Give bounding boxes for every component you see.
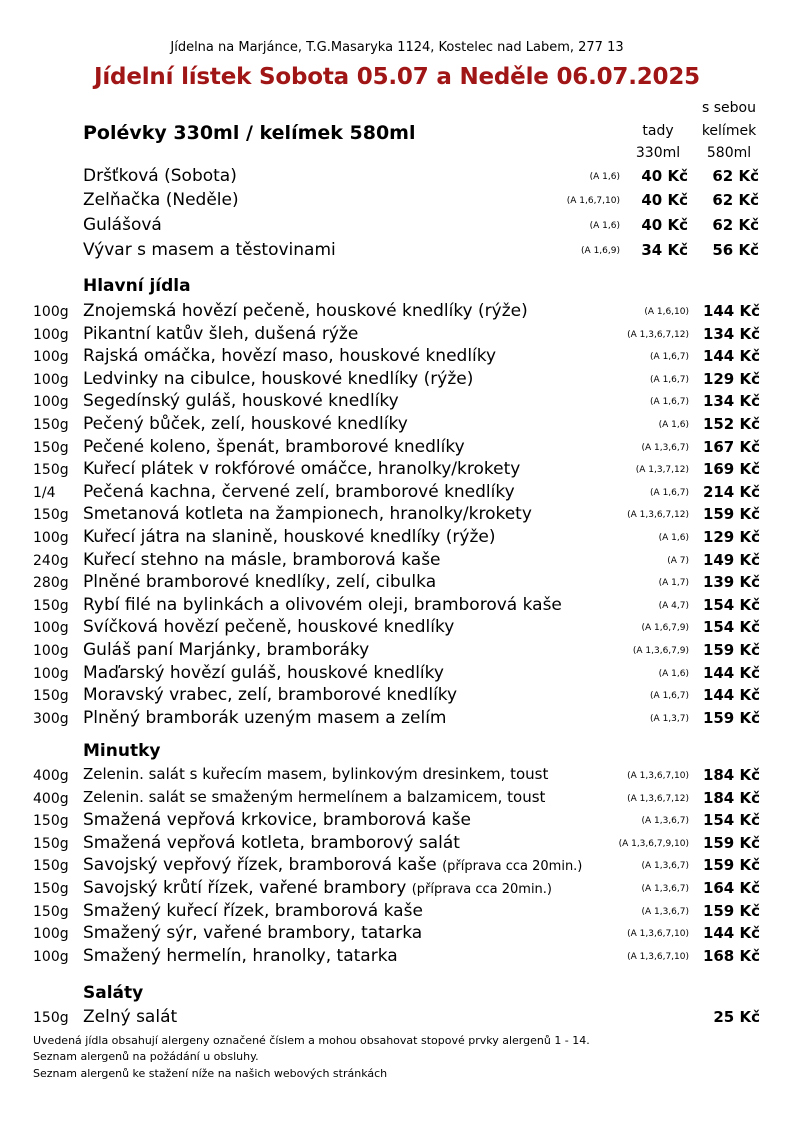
main-dish-item bbox=[0, 369, 794, 391]
dish-name: Znojemská hovězí pečeně, houskové knedlíky (rýže) bbox=[83, 301, 528, 321]
dish-price: 167 Kč bbox=[702, 437, 760, 456]
dish-name: Kuřecí plátek v rokfórové omáčce, hranolky/krokety bbox=[83, 459, 521, 480]
dish-price: 159 Kč bbox=[702, 856, 760, 875]
main-dish-item bbox=[0, 346, 794, 368]
dish-price: 159 Kč bbox=[702, 833, 760, 852]
dish-allergens: (A 1,6,7) bbox=[650, 691, 689, 702]
dish-weight: 100g bbox=[33, 349, 69, 366]
dish-weight: 100g bbox=[33, 926, 69, 943]
soup-item bbox=[0, 190, 794, 212]
soup-price-here: 34 Kč bbox=[641, 241, 688, 259]
dish-price: 129 Kč bbox=[702, 528, 760, 546]
soup-name: Gulášová bbox=[83, 215, 162, 235]
dish-allergens: (A 1,3,6,7) bbox=[641, 861, 689, 872]
dish-name bbox=[83, 901, 423, 921]
dish-allergens: (A 1,6,7) bbox=[650, 374, 689, 385]
dish-price: 144 Kč bbox=[702, 686, 760, 705]
dish-allergens: (A 1,3,6,7) bbox=[641, 884, 689, 894]
dish-weight: 100g bbox=[33, 304, 69, 320]
soup-allergens: (A 1,6,9) bbox=[581, 246, 620, 256]
dish-name: Smetanová kotleta na žampionech, hranolky/krokety bbox=[83, 504, 532, 525]
dish-price: 134 Kč bbox=[702, 392, 760, 411]
dish-price: 144 Kč bbox=[702, 924, 760, 943]
soups-heading: Polévky 330ml / kelímek 580ml bbox=[83, 122, 416, 144]
dish-allergens: (A 1,6,7) bbox=[650, 487, 689, 498]
dish-price: 159 Kč bbox=[702, 505, 760, 524]
dish-allergens: (A 1,3,6,7,12) bbox=[627, 510, 689, 521]
dish-allergens: (A 1,6) bbox=[658, 668, 689, 679]
salad-price: 25 Kč bbox=[713, 1008, 760, 1026]
dish-name-text: Smažená vepřová krkovice, bramborová kaše bbox=[83, 810, 471, 831]
main-dish-item bbox=[0, 324, 794, 346]
dish-name-text: Smažený sýr, vařené brambory, tatarka bbox=[83, 923, 423, 944]
dish-price: 214 Kč bbox=[702, 482, 760, 501]
dish-name bbox=[83, 765, 548, 783]
dish-weight: 100g bbox=[33, 530, 69, 546]
dish-name bbox=[83, 878, 552, 898]
minutky-item bbox=[0, 878, 794, 900]
soup-price-here: 40 Kč bbox=[641, 191, 688, 209]
main-dish-item bbox=[0, 685, 794, 707]
main-dish-item bbox=[0, 595, 794, 617]
dish-weight: 150g bbox=[33, 813, 69, 830]
dish-allergens: (A 1,3,6,7) bbox=[641, 906, 689, 917]
dish-weight: 150g bbox=[33, 688, 69, 705]
minutky-item bbox=[0, 946, 794, 968]
dish-weight: 150g bbox=[33, 507, 69, 524]
dish-allergens: (A 1,6,7) bbox=[650, 397, 689, 408]
dish-allergens: (A 1,3,7,12) bbox=[635, 465, 689, 476]
dish-allergens: (A 1,3,6,7,12) bbox=[627, 793, 689, 804]
column-here-size: 330ml bbox=[635, 145, 681, 161]
dish-weight: 100g bbox=[33, 394, 69, 411]
dish-price: 154 Kč bbox=[702, 595, 760, 614]
dish-price: 169 Kč bbox=[702, 460, 760, 479]
dish-price: 164 Kč bbox=[702, 879, 760, 897]
dish-weight: 150g bbox=[33, 903, 69, 920]
dish-name: Ledvinky na cibulce, houskové knedlíky (rýže) bbox=[83, 368, 474, 389]
main-dish-item bbox=[0, 617, 794, 639]
dish-allergens: (A 1,3,6,7,10) bbox=[627, 951, 689, 962]
dish-price: 144 Kč bbox=[702, 302, 760, 320]
dish-weight: 1/4 bbox=[33, 484, 56, 501]
allergen-download-note: Seznam alergenů ke stažení níže na našich webových stránkách bbox=[33, 1067, 388, 1080]
dish-weight: 300g bbox=[33, 710, 69, 727]
dish-price: 184 Kč bbox=[702, 788, 760, 807]
column-takeaway: s sebou bbox=[702, 100, 756, 116]
soup-price-cup: 62 Kč bbox=[712, 191, 759, 209]
dish-name bbox=[83, 810, 471, 830]
dish-weight: 100g bbox=[33, 665, 69, 682]
dish-name bbox=[83, 946, 398, 966]
dish-name: Pečené koleno, špenát, bramborové knedlíky bbox=[83, 436, 465, 457]
menu-title: Jídelní lístek Sobota 05.07 a Neděle 06.07.2025 bbox=[94, 64, 700, 90]
preparation-note: (příprava cca 20min.) bbox=[411, 882, 552, 897]
dish-price: 168 Kč bbox=[702, 946, 760, 965]
dish-allergens: (A 1,6,7) bbox=[650, 352, 689, 363]
dish-name: Segedínský guláš, houskové knedlíky bbox=[83, 391, 399, 412]
dish-price: 154 Kč bbox=[702, 811, 760, 830]
main-dish-item bbox=[0, 504, 794, 526]
dish-price: 159 Kč bbox=[702, 901, 760, 920]
dish-name-text: Smažený hermelín, hranolky, tatarka bbox=[83, 945, 398, 966]
main-dish-item bbox=[0, 391, 794, 413]
dish-allergens: (A 4,7) bbox=[658, 600, 689, 611]
dish-name: Guláš paní Marjánky, bramboráky bbox=[83, 640, 370, 660]
dish-allergens: (A 1,3,6,7) bbox=[641, 816, 689, 827]
salad-name: Zelný salát bbox=[83, 1007, 178, 1027]
salad-weight: 150g bbox=[33, 1010, 69, 1026]
soup-item bbox=[0, 215, 794, 237]
dish-name: Pečený bůček, zelí, houskové knedlíky bbox=[83, 414, 408, 434]
dish-weight: 100g bbox=[33, 620, 69, 637]
dish-weight: 100g bbox=[33, 948, 69, 965]
dish-allergens: (A 1,3,6,7,9) bbox=[632, 646, 689, 656]
dish-weight: 150g bbox=[33, 462, 69, 479]
dish-price: 159 Kč bbox=[702, 708, 760, 727]
main-dishes-heading: Hlavní jídla bbox=[83, 276, 191, 296]
soup-allergens: (A 1,6) bbox=[589, 221, 620, 231]
dish-weight: 240g bbox=[33, 552, 69, 569]
dish-weight: 100g bbox=[33, 643, 69, 659]
dish-allergens: (A 1,6,7,9) bbox=[641, 623, 689, 634]
dish-allergens: (A 1,3,6,7,9,10) bbox=[618, 838, 689, 849]
dish-allergens: (A 1,3,6,7) bbox=[641, 442, 689, 453]
dish-allergens: (A 1,7) bbox=[658, 578, 689, 589]
minutky-item bbox=[0, 765, 794, 787]
dish-allergens: (A 1,6) bbox=[658, 533, 689, 543]
dish-name bbox=[83, 788, 545, 806]
main-dish-item bbox=[0, 437, 794, 459]
dish-price: 129 Kč bbox=[702, 369, 760, 388]
dish-weight: 150g bbox=[33, 597, 69, 614]
dish-price: 149 Kč bbox=[702, 550, 760, 569]
allergen-note: Uvedená jídla obsahují alergeny označené číslem a mohou obsahovat stopové prvky alergenů 1 - 14. bbox=[33, 1034, 590, 1047]
minutky-item bbox=[0, 923, 794, 945]
dish-price: 144 Kč bbox=[702, 663, 760, 682]
soup-item bbox=[0, 166, 794, 188]
dish-name-text: Zelenin. salát s kuřecím masem, bylinkovým dresinkem, toust bbox=[83, 765, 549, 783]
dish-price: 144 Kč bbox=[702, 347, 760, 366]
main-dish-item bbox=[0, 663, 794, 685]
minutky-item bbox=[0, 788, 794, 810]
dish-allergens: (A 1,3,6,7,12) bbox=[627, 329, 689, 340]
dish-name: Pikantní katův šleh, dušená rýže bbox=[83, 323, 359, 344]
dish-allergens: (A 1,6,10) bbox=[644, 307, 689, 317]
minutky-item bbox=[0, 901, 794, 923]
soup-price-cup: 56 Kč bbox=[712, 241, 759, 259]
main-dish-item bbox=[0, 414, 794, 436]
soup-price-cup: 62 Kč bbox=[712, 167, 759, 185]
dish-name: Rajská omáčka, hovězí maso, houskové knedlíky bbox=[83, 346, 497, 367]
soup-name: Zelňačka (Neděle) bbox=[83, 190, 239, 210]
dish-weight: 280g bbox=[33, 575, 69, 592]
dish-price: 134 Kč bbox=[702, 324, 760, 343]
dish-price: 154 Kč bbox=[702, 618, 760, 637]
dish-name-text: Savojský vepřový řízek, bramborová kaše bbox=[83, 855, 437, 876]
main-dish-item bbox=[0, 640, 794, 662]
dish-allergens: (A 1,6) bbox=[658, 420, 689, 430]
soup-name: Vývar s masem a těstovinami bbox=[83, 240, 336, 260]
dish-weight: 400g bbox=[33, 790, 69, 807]
dish-name-text: Smažená vepřová kotleta, bramborový salát bbox=[83, 832, 460, 853]
minutky-item bbox=[0, 833, 794, 855]
dish-name: Plněné bramborové knedlíky, zelí, cibulka bbox=[83, 572, 437, 593]
soup-allergens: (A 1,6,7,10) bbox=[566, 196, 620, 206]
minutky-item bbox=[0, 855, 794, 877]
soup-allergens: (A 1,6) bbox=[589, 172, 620, 182]
main-dish-item bbox=[0, 482, 794, 504]
preparation-note: (příprava cca 20min.) bbox=[442, 859, 583, 875]
column-cup-size: 580ml bbox=[706, 145, 752, 161]
dish-name: Kuřecí stehno na másle, bramborová kaše bbox=[83, 549, 441, 570]
dish-weight: 100g bbox=[33, 326, 69, 343]
dish-name: Pečená kachna, červené zelí, bramborové knedlíky bbox=[83, 481, 515, 502]
soup-item bbox=[0, 240, 794, 262]
dish-name-text: Zelenin. salát se smaženým hermelínem a balzamicem, toust bbox=[83, 787, 546, 806]
main-dish-item bbox=[0, 708, 794, 730]
dish-name bbox=[83, 923, 422, 943]
column-cup: kelímek bbox=[701, 123, 757, 139]
dish-price: 159 Kč bbox=[702, 641, 760, 659]
dish-weight: 150g bbox=[33, 858, 69, 875]
dish-price: 152 Kč bbox=[702, 415, 760, 433]
dish-name: Plněný bramborák uzeným masem a zelím bbox=[83, 707, 447, 728]
restaurant-address: Jídelna na Marjánce, T.G.Masaryka 1124, Kostelec nad Labem, 277 13 bbox=[170, 40, 624, 55]
dish-name: Svíčková hovězí pečeně, houskové knedlíky bbox=[83, 617, 455, 638]
salads-heading: Saláty bbox=[83, 983, 144, 1003]
dish-name bbox=[83, 833, 460, 853]
main-dish-item bbox=[0, 572, 794, 594]
soup-price-here: 40 Kč bbox=[641, 216, 688, 234]
dish-weight: 150g bbox=[33, 835, 69, 852]
minutky-heading: Minutky bbox=[83, 741, 161, 761]
dish-allergens: (A 7) bbox=[667, 555, 689, 566]
soup-price-here: 40 Kč bbox=[641, 167, 688, 185]
dish-name: Maďarský hovězí guláš, houskové knedlíky bbox=[83, 662, 444, 683]
dish-price: 184 Kč bbox=[702, 766, 760, 784]
soup-name: Dršťková (Sobota) bbox=[83, 166, 237, 186]
minutky-item bbox=[0, 810, 794, 832]
main-dish-item bbox=[0, 459, 794, 481]
main-dish-item bbox=[0, 550, 794, 572]
dish-allergens: (A 1,3,6,7,10) bbox=[627, 929, 689, 940]
dish-name bbox=[83, 855, 582, 875]
dish-name-text: Smažený kuřecí řízek, bramborová kaše bbox=[83, 900, 423, 921]
dish-weight: 100g bbox=[33, 371, 69, 388]
dish-name: Kuřecí játra na slanině, houskové knedlíky (rýže) bbox=[83, 527, 496, 547]
dish-name-text: Savojský krůtí řízek, vařené brambory bbox=[83, 878, 407, 898]
column-here: tady bbox=[642, 123, 674, 139]
dish-name: Moravský vrabec, zelí, bramborové knedlíky bbox=[83, 685, 458, 706]
main-dish-item bbox=[0, 527, 794, 549]
soup-price-cup: 62 Kč bbox=[712, 216, 759, 234]
salad-item bbox=[0, 1007, 794, 1029]
dish-weight: 150g bbox=[33, 439, 69, 456]
main-dish-item bbox=[0, 301, 794, 323]
dish-weight: 150g bbox=[33, 881, 69, 897]
dish-price: 139 Kč bbox=[702, 573, 760, 592]
dish-name: Rybí filé na bylinkách a olivovém oleji, bramborová kaše bbox=[83, 594, 562, 615]
dish-weight: 150g bbox=[33, 417, 69, 433]
dish-weight: 400g bbox=[33, 768, 69, 784]
dish-allergens: (A 1,3,6,7,10) bbox=[627, 771, 689, 781]
allergen-request-note: Seznam alergenů na požádání u obsluhy. bbox=[33, 1050, 259, 1063]
dish-allergens: (A 1,3,7) bbox=[650, 713, 689, 724]
